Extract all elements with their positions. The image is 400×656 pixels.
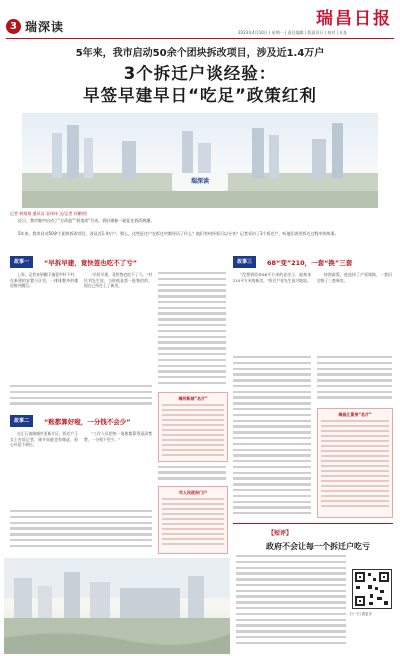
story-2-paragraph-1: 在汇石南路城市更新片区，拆迁户王女士告诉记者，刚开始她也有顾虑，担心补偿不到位。: [10, 431, 78, 448]
commentary-label: 【短评】: [268, 530, 293, 537]
story-1-text-column: [158, 272, 226, 390]
story-3-text-column-1: [233, 356, 311, 524]
bottom-photo: [4, 558, 230, 654]
byline: 记者 林翔翔 通讯员 袁伟伟 文/记者 孙鹏/图: [10, 211, 88, 216]
qr-caption: 扫一扫 看更多: [350, 612, 373, 616]
commentary-title: 政府不会让每一个拆迁户吃亏: [266, 542, 370, 551]
story-2-title: “账都算好啦，一分钱不会少”: [44, 418, 131, 426]
dateline: 2023年4月10日 | 星期一 | 责任编辑 | 版面设计 | 校对 | 社址: [238, 30, 348, 35]
newspaper-logo: 瑞昌日报: [316, 9, 392, 29]
city-skyline-photo: [22, 113, 378, 208]
section-name: 瑞深读: [25, 20, 65, 34]
lead-paragraph-2: 5年来，我市启动50余个团块拆改项目，涉及近1.4万户。那么，这些征迁户在拆迁中都经历了什么？他们有何经验可以分享？记者采访了3个拆迁户，听他们讲述拆迁过程中的故事。: [18, 231, 339, 236]
headline-line-2: 早签早建早日“吃足”政策红利: [83, 86, 317, 105]
hero-photo: [22, 113, 378, 208]
header-rule: [6, 38, 394, 39]
story-1-tag: 故事一: [10, 256, 33, 268]
story-2-paragraph-2: “工作人员把每一笔账都算得清清楚楚，一分钱不会少。”: [84, 431, 152, 442]
commentary-rule: [233, 523, 393, 524]
pull-quote-1-title: 瑞河新城“名片”: [178, 396, 208, 401]
pull-quote-box-1: [158, 392, 228, 462]
story-1-text-continued: [10, 385, 152, 409]
section-number-badge: 3: [6, 19, 21, 34]
story-3-paragraph-2: 按照政策，他选择了产权调换，一套旧房换了三套新房。: [317, 272, 392, 283]
story-1-paragraph-2: “早拆早建，竟快签也吃不了亏。”村民刘先生说，当时他是第一批签约的，现在已经住上了新房。: [84, 272, 152, 289]
story-3-paragraph-1: “没想到原来68平方米的老房子，能换来210平方米的新房。”拆迁户张先生高兴地说。: [233, 272, 311, 283]
story-1-paragraph-1: 上周，记者来到棚下镇壹甲村下村，在新建的安置小区里，一排排整齐的楼房格外醒目。: [10, 272, 78, 289]
qr-code-icon: [353, 570, 391, 608]
story-3-title: 68“变”210，一套“换”三套: [267, 259, 353, 267]
pull-quote-3-title: 瑞昌江景房“名片”: [338, 412, 372, 417]
headline-line-1: 3个拆迁户谈经验：: [123, 64, 277, 83]
qr-code[interactable]: [352, 569, 392, 609]
hero-caption-text: 瑞深读: [190, 178, 209, 185]
page-header: [0, 0, 400, 40]
story-2-text-continued: [10, 510, 152, 554]
pull-quote-box-3: [317, 408, 393, 518]
story-1-title: “早拆早建，竟快签也吃不了亏”: [44, 259, 138, 267]
lead-paragraph-1: 近日，我市集中启动了“方改造”“拆违改”行动，拆旧建新一轮征迁拆改热潮。: [18, 218, 155, 223]
aerial-buildings-photo: [4, 558, 230, 654]
story-3-text-column-2: [317, 356, 392, 404]
story-3-tag: 故事三: [233, 256, 256, 268]
headline-kicker: 5年来，我市启动50余个团块拆改项目，涉及近1.4万户: [75, 48, 325, 59]
pull-quote-2-title: 市人民政府门户: [179, 490, 207, 495]
story-2-tag: 故事二: [10, 415, 33, 427]
pull-quote-box-2: [158, 486, 228, 554]
hero-caption-badge: [172, 173, 228, 191]
commentary-text: [236, 555, 346, 651]
